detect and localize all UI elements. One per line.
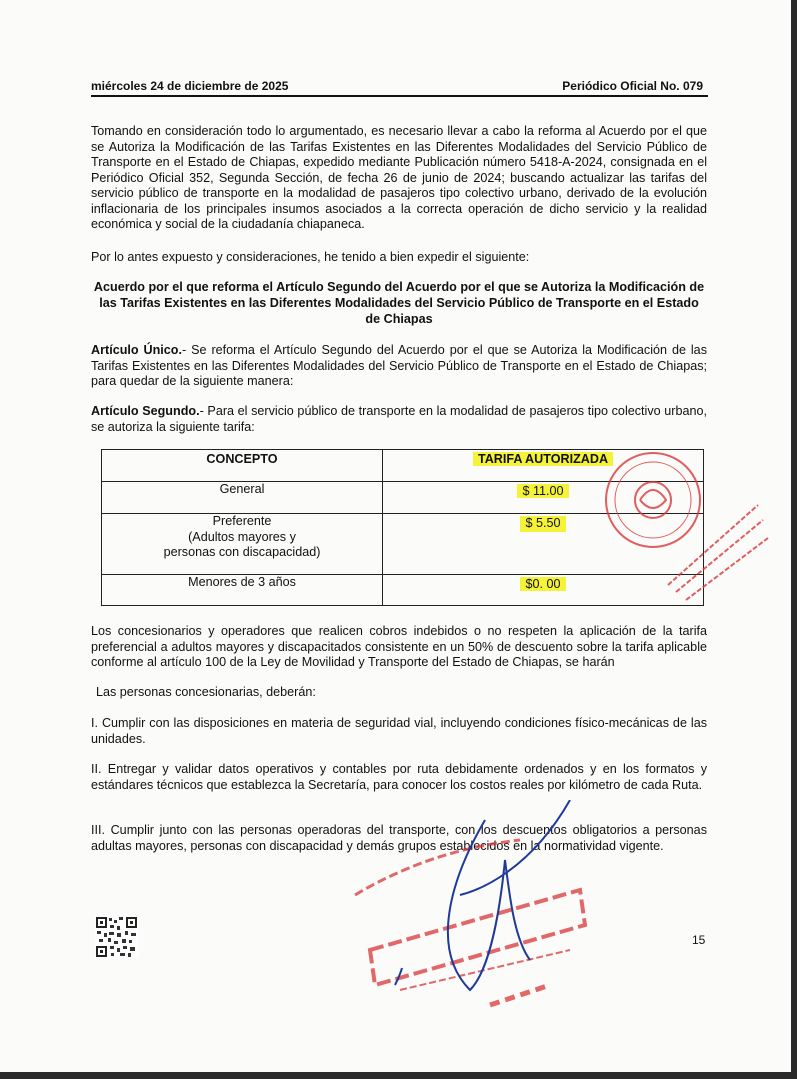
concepto-line: Preferente xyxy=(212,514,272,528)
paragraph-personas: Las personas concesionarias, deberán: xyxy=(96,685,316,699)
paragraph-expedir: Por lo antes expuesto y consideraciones, he tenido a bien expedir el siguiente: xyxy=(91,250,530,264)
paragraph-articulo-segundo xyxy=(91,404,707,435)
paragraph-concesionarios: Los concesionarios y operadores que realicen cobros indebidos o no respeten la aplicación de la tarifa preferencial a adultos mayores y discapacitados consistente en un 50% de descuento sobre la tarifa aplicable conforme al artículo 100 de la Ley de Movilidad y Transporte del Estado de Chiapas, se harán xyxy=(91,624,707,669)
paragraph-intro: Tomando en consideración todo lo argumentado, es necesario llevar a cabo la reforma al Acuerdo por el que se Autoriza la Modificación de las Tarifas Existentes en las Diferentes Modalidades del Servicio Público de Transporte en el Estado de Chiapas, expedido mediante Publicación número 5418-A-2024, consignada en el Periódico Oficial 352, Segunda Sección, de fecha 26 de junio de 2024; buscando actualizar las tarifas del servicio público de transporte en la modalidad de pasajeros tipo colectivo urbano, derivado de la evolución inflacionaria de los principales insumos asociados a la correcta operación de dicho servicio y la realidad económica y social de la ciudadanía chiapaneca. xyxy=(91,124,707,231)
list-item-3: III. Cumplir junto con las personas operadoras del transporte, con los descuentos obligatorios a personas adultas mayores, personas con discapacidad y demás grupos establecidos en la normatividad vigente. xyxy=(91,823,707,853)
red-seal-stamp xyxy=(598,450,773,610)
dispatch-stamp xyxy=(330,800,620,1010)
list-item-2: II. Entregar y validar datos operativos y contables por ruta debidamente ordenados y en los formatos y estándares técnicos que establezca la Secretaría, para conocer los costos reales por kilómetro de cada Ruta. xyxy=(91,762,707,792)
header-concepto: CONCEPTO xyxy=(102,450,383,482)
concepto-cell: General xyxy=(102,482,383,514)
concepto-line: (Adultos mayores y xyxy=(188,529,296,544)
concepto-cell: Menores de 3 años xyxy=(102,575,383,606)
header-rule xyxy=(91,95,708,97)
articulo-segundo-text: - Para el servicio público de transporte en la modalidad de pasajeros tipo colectivo urbano, se autoriza la siguiente tarifa: xyxy=(91,404,707,434)
tarifa-value: $ 5.50 xyxy=(520,516,565,532)
header-tarifa-text: TARIFA AUTORIZADA xyxy=(473,452,613,466)
articulo-unico-text: - Se reforma el Artículo Segundo del Acuerdo por el que se Autoriza la Modificación de las Tarifas Existentes en las Diferentes Modalidades del Servicio Público de Transporte en el Estado de Chiapas; para quedar de la siguiente manera: xyxy=(91,343,707,388)
header-date: miércoles 24 de diciembre de 2025 xyxy=(91,79,289,93)
tarifa-value: $ 11.00 xyxy=(517,484,568,498)
articulo-unico-label: Artículo Único. xyxy=(91,343,182,357)
header-publication: Periódico Oficial No. 079 xyxy=(562,79,703,93)
articulo-segundo-label: Artículo Segundo. xyxy=(91,404,200,418)
concepto-line: personas con discapacidad) xyxy=(163,545,321,559)
tarifa-value: $0. 00 xyxy=(520,577,565,591)
concepto-cell xyxy=(102,514,383,575)
paragraph-articulo-unico xyxy=(91,343,707,390)
agreement-title: Acuerdo por el que reforma el Artículo Segundo del Acuerdo por el que se Autoriza la Modificación de las Tarifas Existentes en las Diferentes Modalidades del Servicio Público de Transporte en el Estado de Chiapas xyxy=(93,280,705,326)
qr-code xyxy=(95,916,138,958)
list-item-1: I. Cumplir con las disposiciones en materia de seguridad vial, incluyendo condiciones físico-mecánicas de las unidades. xyxy=(91,716,707,746)
page-number: 15 xyxy=(692,933,706,947)
